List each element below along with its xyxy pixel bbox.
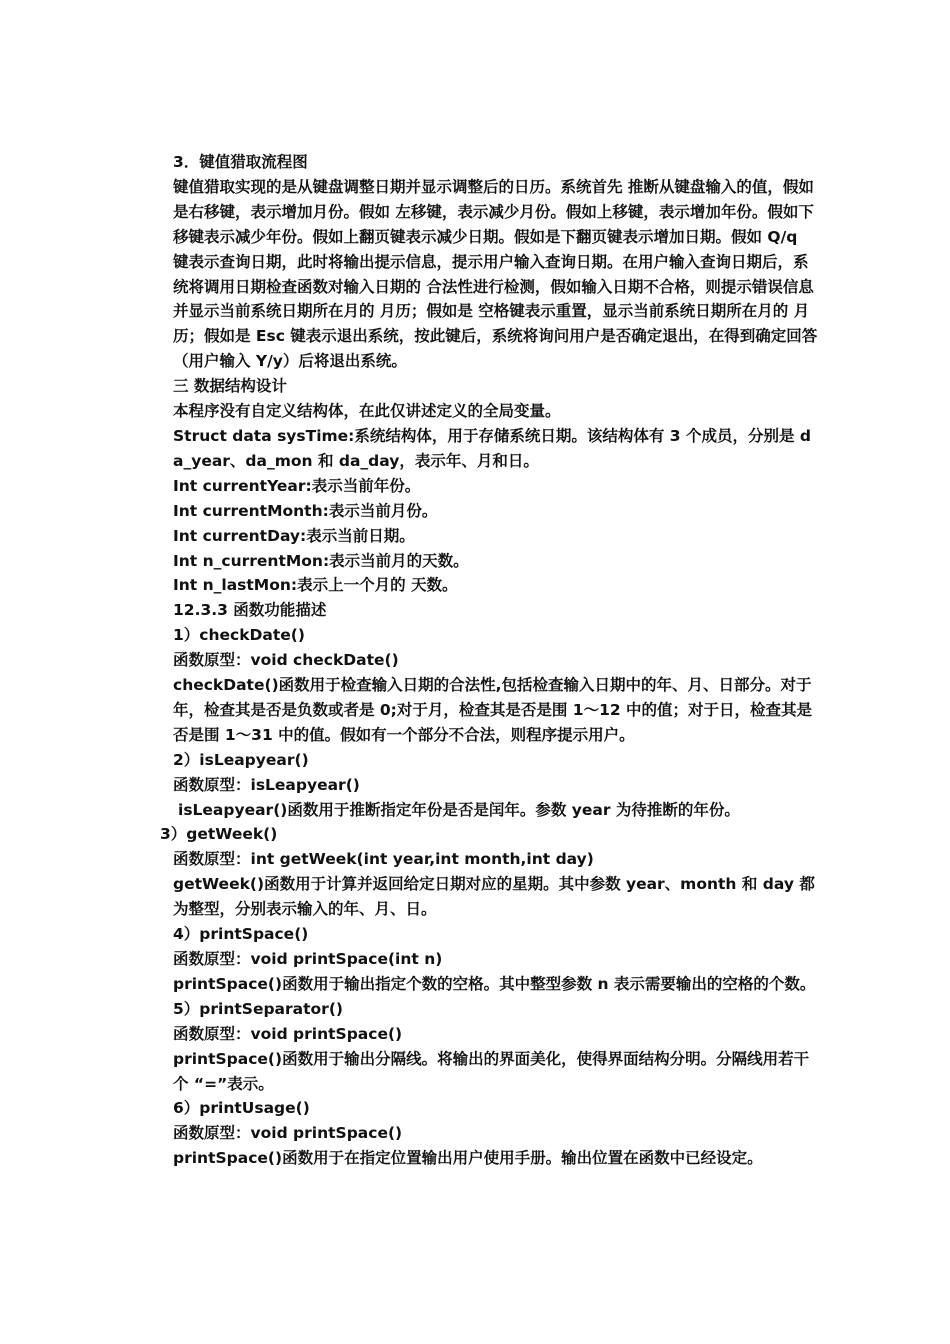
section-heading: 3．键值猎取流程图 [173, 153, 308, 171]
variable-line: Int currentYear:表示当前年份。 [173, 476, 421, 495]
function-title: 6）printUsage() [173, 1099, 310, 1118]
function-prototype: 函数原型：isLeapyear() [173, 775, 360, 794]
section-heading: 12.3.3 函数功能描述 [173, 601, 327, 620]
function-title: 4）printSpace() [173, 925, 309, 944]
document-body [160, 150, 818, 1171]
body-paragraph: Struct data sysTime:系统结构体，用于存储系统日期。该结构体有 3 个成员，分别是 da_year、da_mon 和 da_day，表示年、月和日。 [173, 426, 811, 470]
function-description: checkDate()函数用于检查输入日期的合法性,包括检查输入日期中的年、月、日部分。对于年，检查其是否是负数或者是 0;对于月，检查其是否是围 1～12 中的值；对于日，检查其是否是围 1～31 中的值。假如有一个部分不合法，则程序提示用户。 [173, 676, 813, 744]
function-title: 2）isLeapyear() [173, 750, 309, 769]
function-prototype: 函数原型：void printSpace(int n) [173, 950, 443, 968]
variable-line: Int n_currentMon:表示当前月的天数。 [173, 551, 469, 570]
body-paragraph: 键值猎取实现的是从键盘调整日期并显示调整后的日历。系统首先 推断从键盘输入的值，假如是右移键，表示增加月份。假如 左移键，表示减少月份。假如上移键，表示增加年份。假如下移键表示减少年份。假如上翻页键表示减少日期。假如是下翻页键表示增加日期。假如 Q/q 键表示查询日期，此时将输出提示信息，提示用户输入查询日期。在用户输入查询日期后，系统将调用日期检查函数对输入日期的 合法性进行检测，假如输入日期不合格，则提示错误信息并显示当前系统日期所在月的 月历；假如是 空格键表示重置，显示当前系统日期所在月的 月历；假如是 Esc 键表示退出系统，按此键后，系统将询问用户是否确定退出，在得到确定回答（用户输入 Y/y）后将退出系统。 [173, 177, 818, 371]
function-description: isLeapyear()函数用于推断指定年份是否是闰年。参数 year 为待推断的年份。 [178, 800, 740, 819]
function-prototype: 函数原型：int getWeek(int year,int month,int day) [173, 850, 594, 869]
section-heading: 三 数据结构设计 [173, 377, 287, 396]
variable-line: Int currentDay:表示当前日期。 [173, 526, 415, 545]
function-description: printSpace()函数用于输出指定个数的空格。其中整型参数 n 表示需要输出的空格的个数。 [173, 974, 816, 993]
function-title: 5）printSeparator() [173, 999, 343, 1018]
body-paragraph: 本程序没有自定义结构体，在此仅讲述定义的全局变量。 [173, 402, 561, 421]
function-prototype: 函数原型：void printSpace() [173, 1024, 403, 1043]
function-prototype: 函数原型：void printSpace() [173, 1124, 403, 1143]
function-title: 3）getWeek() [160, 825, 278, 844]
function-description: printSpace()函数用于在指定位置输出用户使用手册。输出位置在函数中已经设定。 [173, 1149, 763, 1168]
variable-line: Int currentMonth:表示当前月份。 [173, 501, 438, 520]
function-prototype: 函数原型：void checkDate() [173, 651, 399, 670]
function-description: getWeek()函数用于计算并返回给定日期对应的星期。其中参数 year、month 和 day 都为整型，分别表示输入的年、月、日。 [173, 875, 815, 919]
function-title: 1）checkDate() [173, 626, 305, 645]
variable-line: Int n_lastMon:表示上一个月的 天数。 [173, 576, 458, 595]
function-description: printSpace()函数用于输出分隔线。将输出的界面美化，使得界面结构分明。分隔线用若干个 “=”表示。 [173, 1049, 810, 1093]
